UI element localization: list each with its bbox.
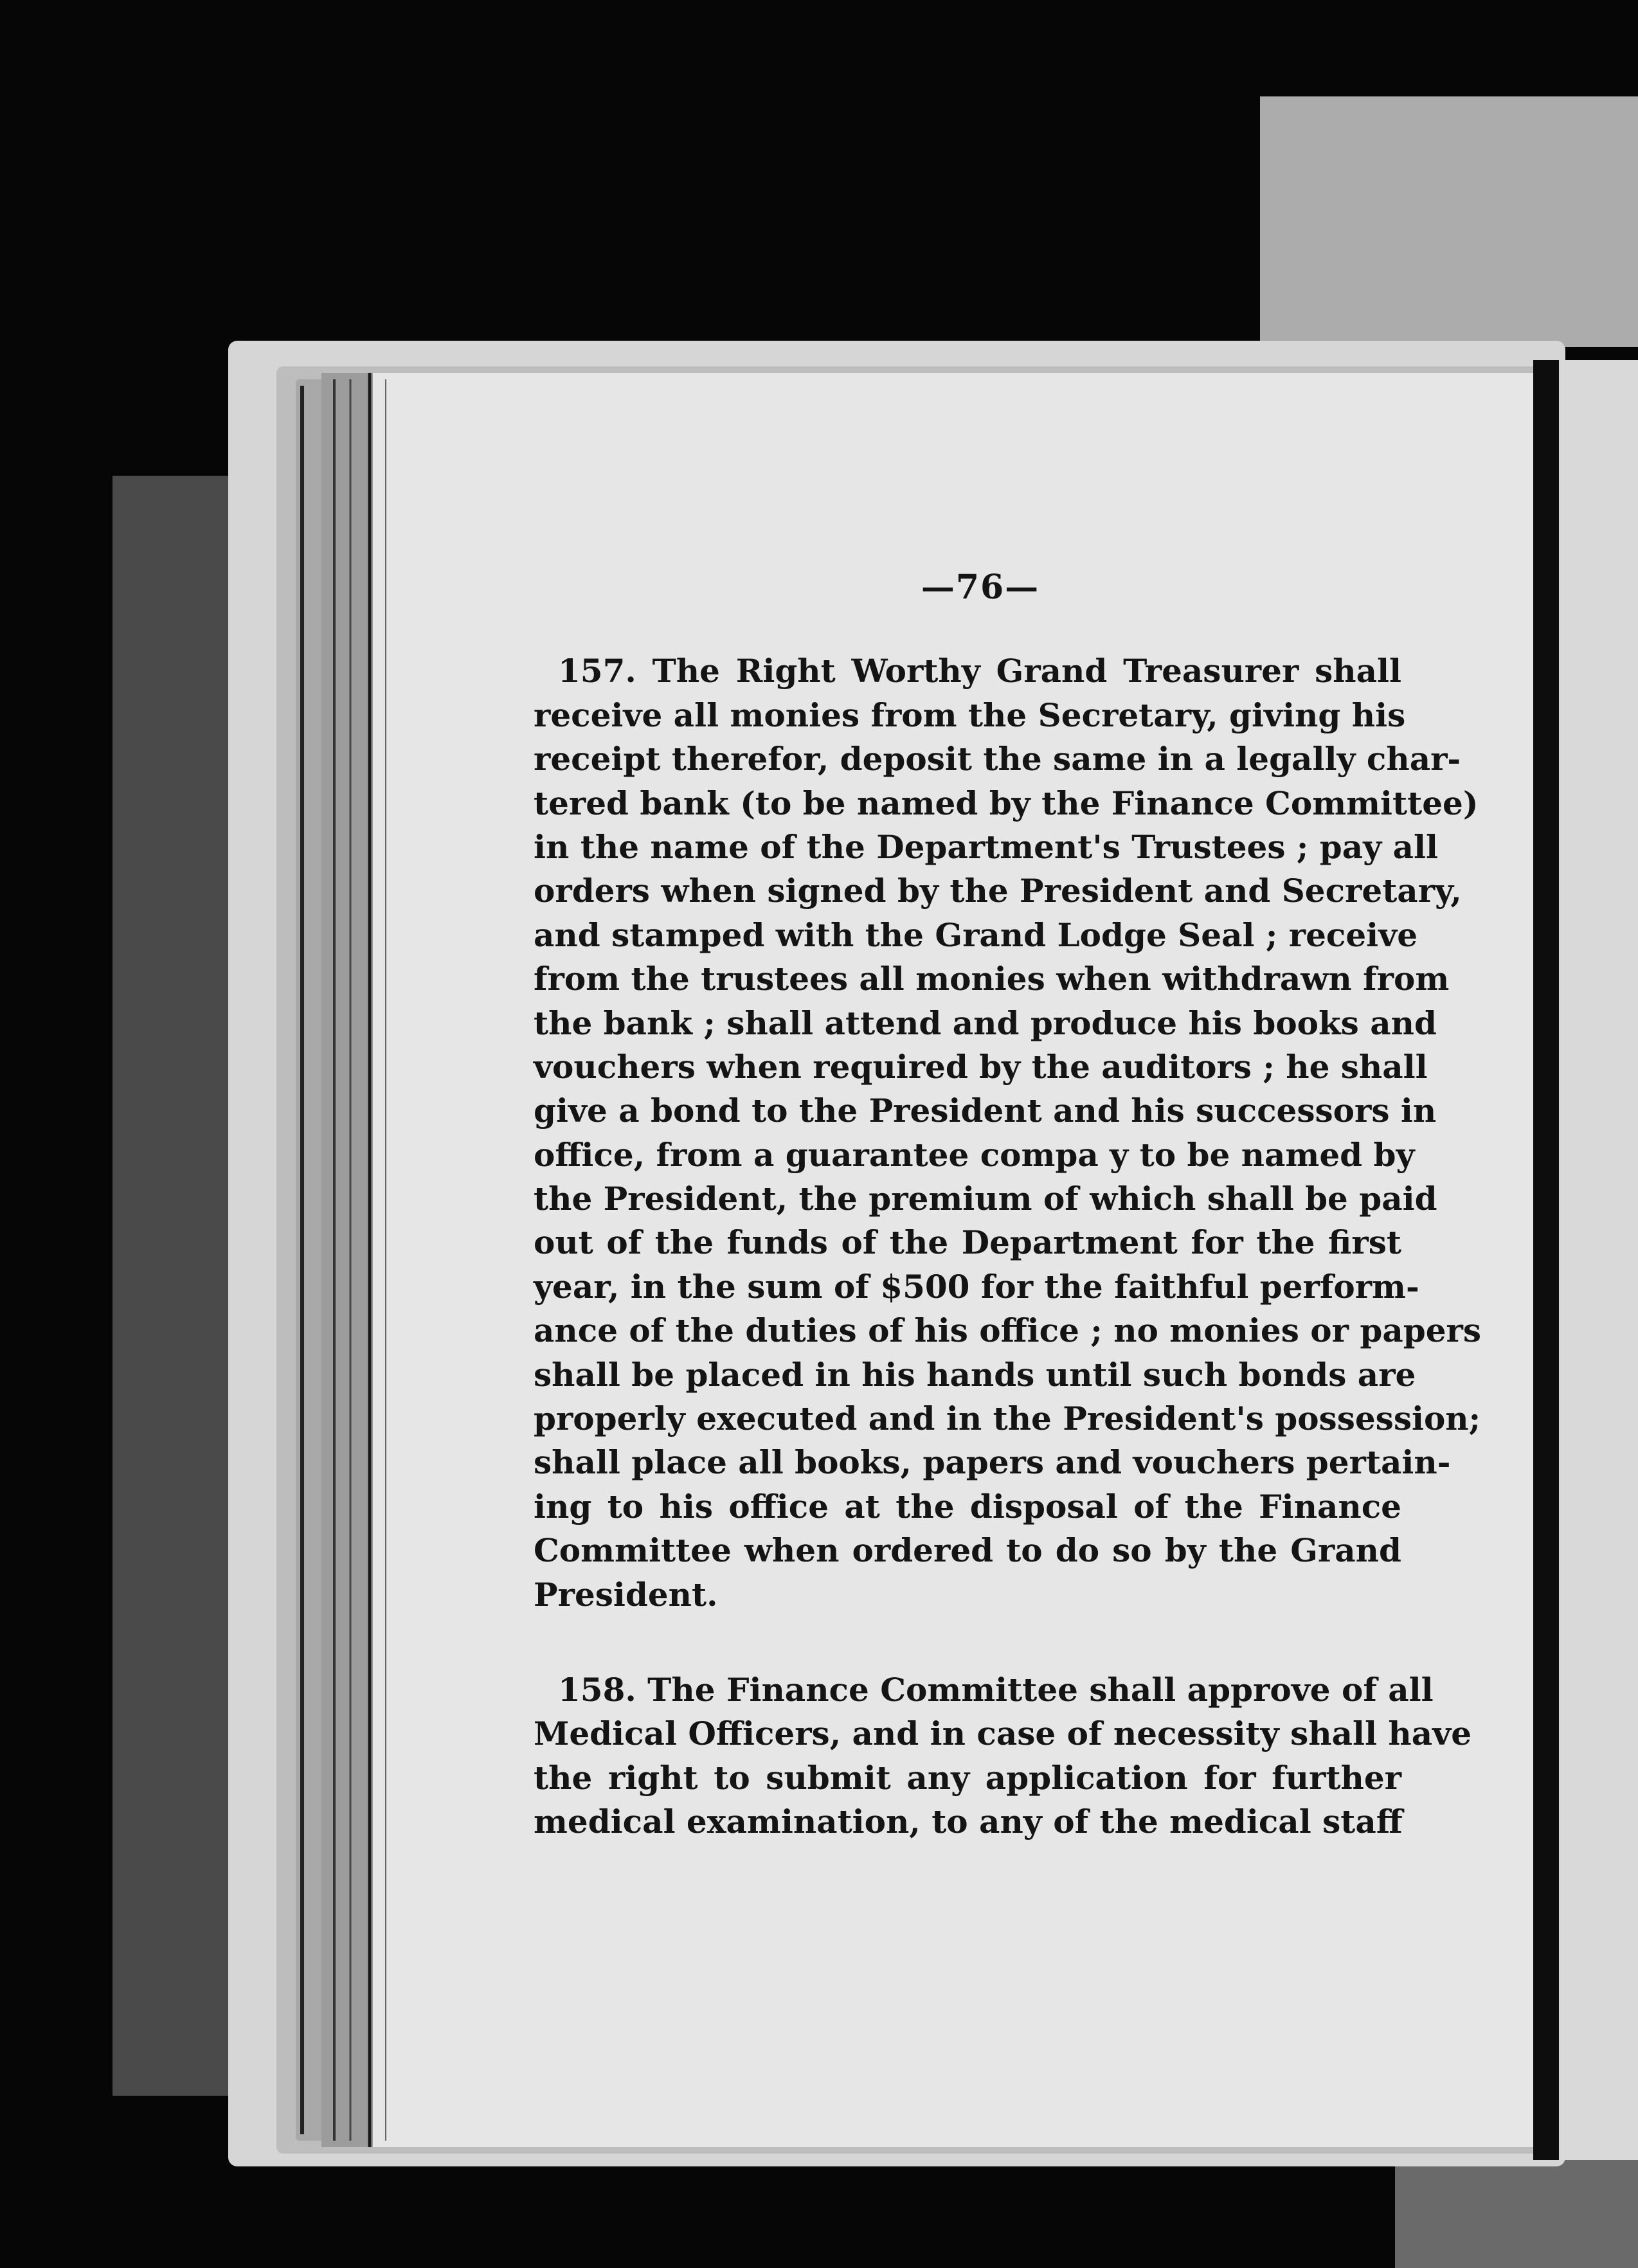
page-number: —76— xyxy=(921,568,1040,607)
text-line: 158. The Finance Committee shall approve of all xyxy=(558,1671,1434,1709)
text-line: 157. The Right Worthy Grand Treasurer shall xyxy=(558,652,1401,690)
text-line: shall be placed in his hands until such bonds are xyxy=(534,1355,1416,1394)
text-line: out of the funds of the Department for the first xyxy=(534,1223,1401,1262)
text-line: year, in the sum of $500 for the faithful perform- xyxy=(534,1267,1419,1306)
gutter xyxy=(1533,360,1559,2160)
text-line: Medical Officers, and in case of necessity shall have xyxy=(534,1715,1472,1753)
text-line: give a bond to the President and his successors in xyxy=(534,1092,1437,1130)
paragraph-gap xyxy=(534,1617,1401,1668)
text-line: Committee when ordered to do so by the Grand xyxy=(534,1531,1401,1570)
text-line: the right to submit any application for further xyxy=(534,1758,1401,1797)
text-line: properly executed and in the President's possession; xyxy=(534,1400,1481,1438)
text-line: the President, the premium of which shall be paid xyxy=(534,1180,1437,1218)
section-158 xyxy=(534,1668,1472,1844)
text-line: orders when signed by the President and Secretary, xyxy=(534,872,1462,910)
text-line: tered bank (to be named by the Finance Committee) xyxy=(534,784,1479,822)
text-line: receipt therefor, deposit the same in a legally char- xyxy=(534,740,1461,779)
text-line: shall place all books, papers and vouchers pertain- xyxy=(534,1443,1451,1482)
text-line: office, from a guarantee compa y to be named by xyxy=(534,1135,1415,1174)
text-line: ance of the duties of his office ; no monies or papers xyxy=(534,1311,1481,1350)
text-line: medical examination, to any of the medical staff xyxy=(534,1803,1403,1841)
text-line: and stamped with the Grand Lodge Seal ; receive xyxy=(534,915,1418,954)
right-page xyxy=(1559,360,1638,2160)
page-edge-shadow xyxy=(321,373,373,2147)
bottom-right-tape xyxy=(1395,2154,1638,2268)
section-157 xyxy=(534,649,1481,1617)
text-line: receive all monies from the Secretary, giving his xyxy=(534,696,1406,734)
text-line: ing to his office at the disposal of the Finance xyxy=(534,1487,1401,1526)
text-line: President. xyxy=(534,1575,718,1614)
page-content xyxy=(534,566,1481,1844)
text-line: vouchers when required by the auditors ; he shall xyxy=(534,1047,1428,1086)
text-line: in the name of the Department's Trustees ; pay all xyxy=(534,827,1438,866)
text-line: from the trustees all monies when withdrawn from xyxy=(534,960,1450,998)
text-line: the bank ; shall attend and produce his books and xyxy=(534,1004,1437,1042)
